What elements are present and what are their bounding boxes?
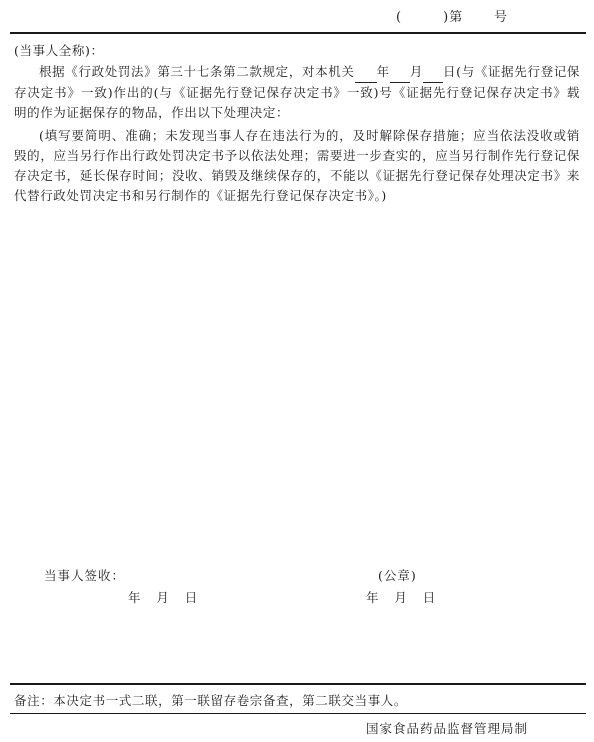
day-blank	[423, 62, 443, 83]
paragraph-1-rest: 日(与《证据先行登记保存决定书》一致)作出的(与《证据先行登记保存决定书》一致)号《证据先行登记保存决定书》载明的作为证据保存的物品，作出以下处理决定：	[14, 64, 580, 120]
party-sign-date: 年 月 日	[128, 590, 198, 605]
bottom-rule	[10, 713, 586, 714]
month-blank	[390, 62, 410, 83]
year-text: 年	[376, 64, 390, 79]
decision-paragraph-2: (填写要简明、准确；未发现当事人存在违法行为的，及时解除保存措施；应当依法没收或销毁的，应当另行作出行政处罚决定书予以依法处理；需要进一步查实的，应当另行制作先行登记保存决定书，延长保存时间；没收、销毁及继续保存的，不能以《证据先行登记保存处理决定书》来代替行政处罚决定书和另行制作的《证据先行登记保存决定书》。)	[14, 128, 580, 203]
decision-paragraph-1	[14, 62, 580, 123]
top-rule	[10, 32, 586, 34]
party-name-label: (当事人全称)：	[14, 43, 104, 58]
document-number: ( )第 号	[396, 10, 508, 25]
remarks-note: 备注：本决定书一式二联，第一联留存卷宗备查，第二联交当事人。	[14, 693, 408, 708]
party-signature-label: 当事人签收：	[44, 568, 126, 583]
issuer-label: 国家食品药品监督管理局制	[366, 721, 529, 736]
decision-body	[14, 62, 580, 206]
official-seal-label: (公章)	[378, 568, 417, 583]
paragraph-1-lead: 根据《行政处罚法》第三十七条第二款规定，对本机关	[39, 64, 355, 79]
seal-date: 年 月 日	[366, 590, 436, 605]
month-text: 月	[409, 64, 423, 79]
year-blank	[355, 62, 377, 83]
middle-rule	[10, 683, 586, 685]
